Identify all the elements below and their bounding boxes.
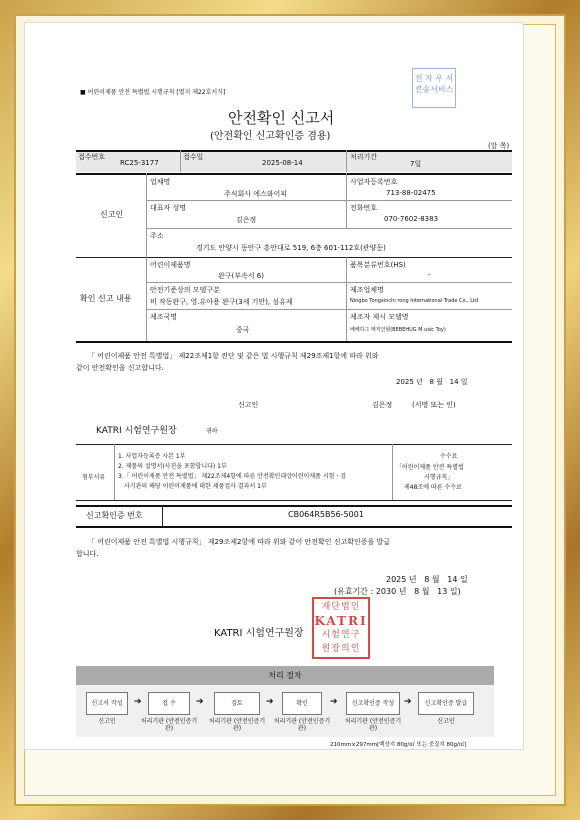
electronic-stamp: 전 자 우 서 전송서비스 <box>412 68 456 108</box>
declaration-line-2: 같이 안전확인을 신고합니다. <box>76 364 164 372</box>
arrow-right-icon: ➔ <box>134 697 142 707</box>
form-reference: ■ 어린이제품 안전 특별법 시행규칙 [별지 제22호서식] <box>80 89 226 96</box>
process-step-label: 신고인 <box>437 718 455 725</box>
processing-period-label: 처리기간 <box>350 153 378 161</box>
official-seal: 재단법인 KATRI 시험연구 원장의인 <box>312 597 370 659</box>
attachment-item: 사기관의 해당 어린이제품에 대한 제품검사 결과서 1부 <box>124 483 267 490</box>
receipt-no-value: RC25-3177 <box>120 159 159 167</box>
recipient-suffix: 귀하 <box>206 428 218 435</box>
fee-line: 시행규칙」 <box>424 474 454 481</box>
product-name-value: 완구(부속서 6) <box>218 272 264 280</box>
phone-value: 070-7602-8383 <box>384 215 439 223</box>
model-category-label: 안전기준상의 모델구분 <box>150 286 220 294</box>
page-title: 안전확인 신고서 <box>228 109 335 127</box>
business-reg-value: 713-88-02475 <box>386 189 436 197</box>
process-step: 검토 <box>214 692 260 715</box>
attachment-item: 1. 사업자등록증 사본 1부 <box>118 453 186 460</box>
business-reg-label: 사업자등록번호 <box>350 178 398 186</box>
country-value: 중국 <box>236 326 250 334</box>
signer-name: 김은정 <box>372 401 393 409</box>
arrow-right-icon: ➔ <box>266 697 274 707</box>
product-name-label: 어린이제품명 <box>150 261 191 269</box>
country-label: 제조국명 <box>150 313 178 321</box>
phone-label: 전화번호 <box>350 204 378 212</box>
page-side-note: (앞 쪽) <box>488 142 510 150</box>
arrow-right-icon: ➔ <box>330 697 338 707</box>
issuer: KATRI 시험연구원장 <box>214 628 304 639</box>
process-step: 신고확인증 발급 <box>418 692 474 715</box>
manufacturer-label: 제조업체명 <box>350 286 384 294</box>
processing-period-value: 7일 <box>410 160 422 168</box>
applicant-section-label: 신고인 <box>100 210 124 219</box>
company-label: 업체명 <box>150 178 171 186</box>
process-step: 신고확인증 작성 <box>346 692 400 715</box>
process-step-label: 처리기관 (안전인증기관) <box>140 718 198 732</box>
fee-line: 제48조에 따른 수수료 <box>404 484 462 491</box>
certificate-number-label: 신고확인증 번호 <box>86 511 143 520</box>
receipt-date-label: 접수일 <box>183 153 204 161</box>
process-step: 확인 <box>282 692 322 715</box>
attachment-item: 3.「 어린이제품 안전 특별법」 제22조제4항에 따른 안전확인대상어린이제품 시험ㆍ검 <box>118 473 347 480</box>
declaration-date: 2025 년 8 월 14 일 <box>396 378 468 386</box>
attachment-item: 2. 제품의 설명서(사진을 포함합니다) 1부 <box>118 463 227 470</box>
process-step: 접 수 <box>148 692 190 715</box>
certificate-number-value: CB064R5B56-5001 <box>288 510 364 519</box>
certificate-line-2: 합니다. <box>76 550 99 558</box>
model-name-label: 제조자 제시 모델명 <box>350 313 409 321</box>
model-name-value: 베베하그 메직인형(BEBEHUG M usic Toy) <box>350 327 446 333</box>
model-category-value: 비 작동완구, 영.유아용 완구(3세 기만), 섬유제 <box>150 298 293 306</box>
receipt-no-label: 접수번호 <box>78 153 106 161</box>
process-title: 처리 절차 <box>76 666 494 685</box>
process-step-label: 처리기관 (안전인증기관) <box>208 718 266 732</box>
certificate-line-1: 「 어린이제품 안전 특별법 시행규칙」 제29조제2항에 따라 위와 같이 안전확인 신고확인증을 발급 <box>88 538 391 546</box>
fee-label: 수수료 <box>440 453 458 460</box>
validity-period: (유효기간 : 2030 년 8 월 13 일) <box>334 587 461 596</box>
attachments-label: 첨부서류 <box>82 474 106 481</box>
hs-code-value: - <box>428 271 431 279</box>
content-section-label: 확인 신고 내용 <box>80 294 132 303</box>
manufacturer-value: Ningbo Tongxinchi rong International Trade Co., Ltd <box>350 298 479 304</box>
receipt-date-value: 2025-08-14 <box>262 159 303 167</box>
hs-code-label: 품목분류번호(HS) <box>350 261 406 269</box>
sign-note: (서명 또는 인) <box>412 401 456 409</box>
representative-label: 대표자 성명 <box>150 204 187 212</box>
page-subtitle: (안전확인 신고확인증 겸용) <box>210 131 331 142</box>
address-value: 경기도 안양시 동안구 흥안대로 519, 6층 601-112호(관양동) <box>196 244 386 252</box>
address-label: 주소 <box>150 232 164 240</box>
paper-spec-note: 210mm×297mm[백상지 80g/㎡ 또는 중질지 80g/㎡] <box>330 742 467 748</box>
process-step-label: 신고인 <box>98 718 116 725</box>
declaration-line-1: 「 어린이제품 안전 특별법」 제22조제1항 전단 및 같은 법 시행규칙 제29조제1항에 따라 위와 <box>88 352 379 360</box>
process-step: 신고서 작성 <box>86 692 128 715</box>
process-step-label: 처리기관 (안전인증기관) <box>344 718 402 732</box>
fee-line: 「어린이제품 안전 특별법 <box>396 464 464 471</box>
arrow-right-icon: ➔ <box>404 697 412 707</box>
arrow-right-icon: ➔ <box>196 697 204 707</box>
certificate-date: 2025 년 8 월 14 일 <box>386 575 468 584</box>
signer-label: 신고인 <box>238 401 259 409</box>
representative-value: 김은정 <box>236 216 257 224</box>
recipient: KATRI 시험연구원장 <box>96 426 177 436</box>
company-value: 주식회사 에스와이피 <box>224 190 288 198</box>
process-step-label: 처리기관 (안전인증기관) <box>273 718 331 732</box>
